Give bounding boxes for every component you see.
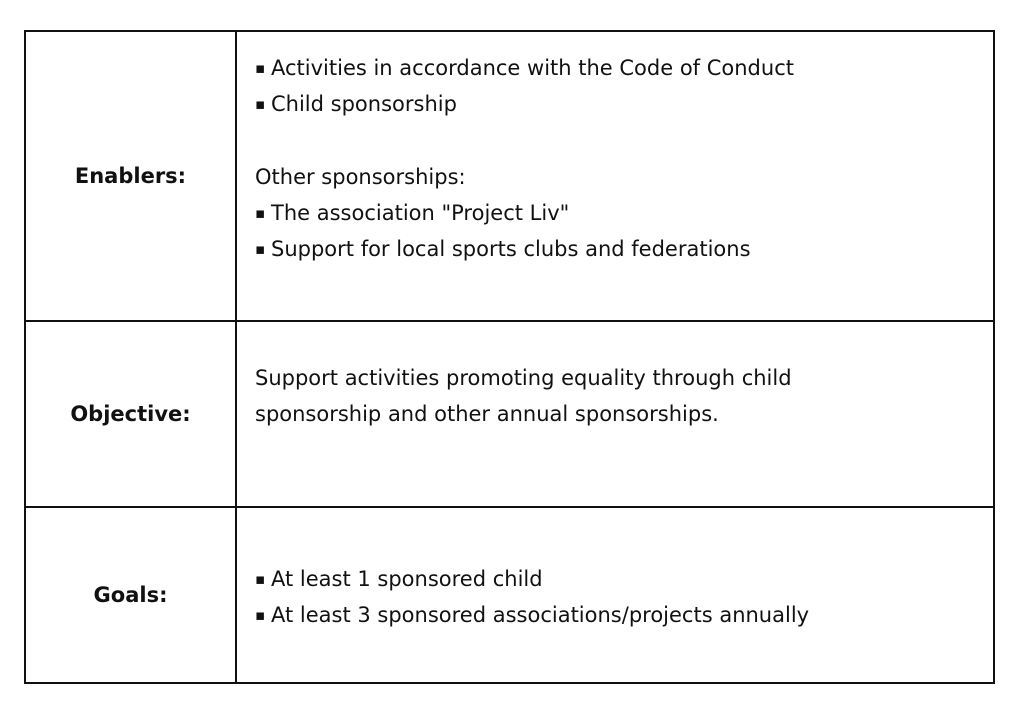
- goals-label: Goals:: [26, 508, 237, 682]
- enablers-label: Enablers:: [26, 32, 237, 320]
- enablers-content: [237, 32, 993, 320]
- goals-table: [24, 30, 995, 684]
- objective-row: [26, 322, 993, 508]
- goal-bullet: ▪ At least 1 sponsored child: [255, 561, 975, 597]
- objective-text-line: Support activities promoting equality through child: [255, 366, 792, 390]
- enablers-bullet: ▪ Child sponsorship: [255, 86, 975, 122]
- spacer: [255, 122, 975, 159]
- other-sponsorship-bullet: ▪ Support for local sports clubs and federations: [255, 231, 975, 267]
- goal-bullet: ▪ At least 3 sponsored associations/projects annually: [255, 597, 975, 633]
- other-sponsorships-heading: Other sponsorships:: [255, 165, 466, 189]
- objective-text-line: sponsorship and other annual sponsorships.: [255, 402, 719, 426]
- objective-label: Objective:: [26, 322, 237, 506]
- goals-content: [237, 508, 993, 682]
- objective-content: [237, 322, 993, 506]
- enablers-bullet: ▪ Activities in accordance with the Code of Conduct: [255, 50, 975, 86]
- other-sponsorship-bullet: ▪ The association "Project Liv": [255, 195, 975, 231]
- goals-row: [26, 508, 993, 682]
- enablers-row: [26, 32, 993, 322]
